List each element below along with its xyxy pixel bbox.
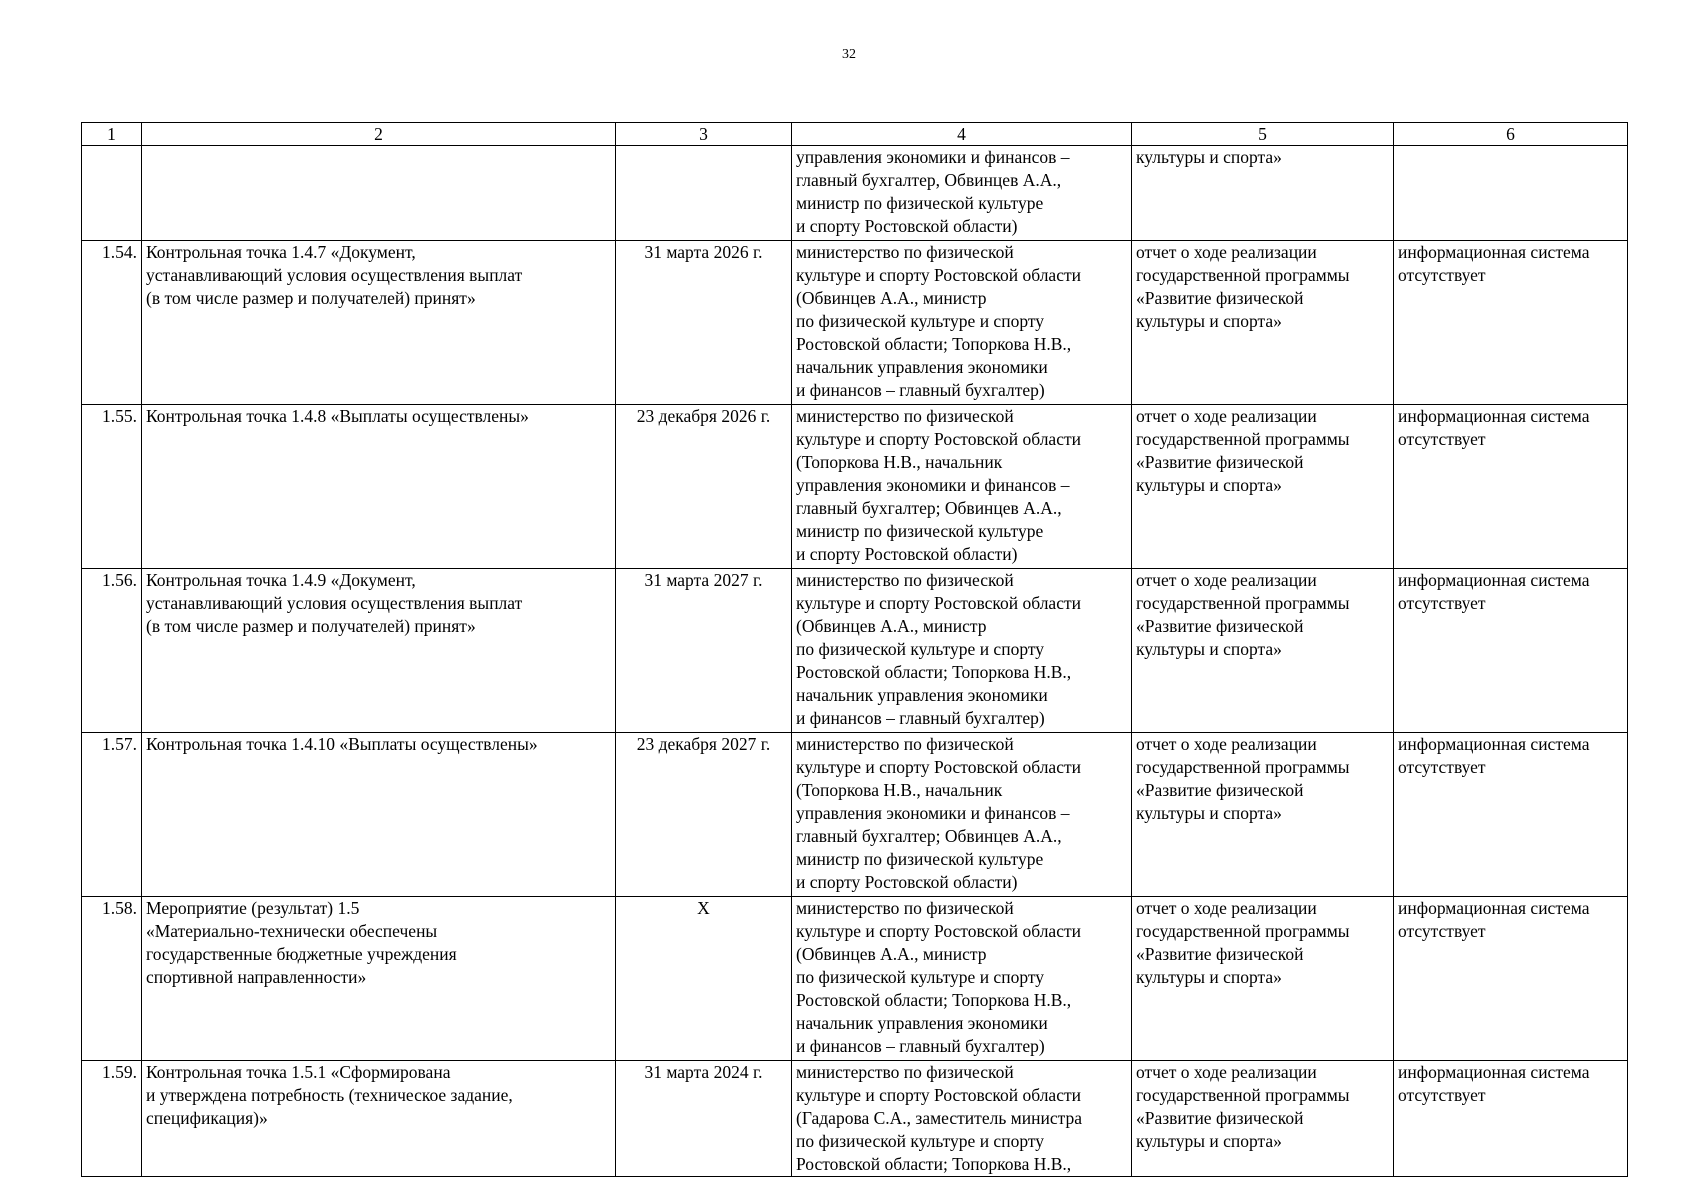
row-name: Мероприятие (результат) 1.5 «Материально-технически обеспечены государственные бюджетные учреждения спортивной направленности» [142, 897, 616, 1061]
row-document: отчет о ходе реализации государственной программы «Развитие физической культуры и спорта» [1132, 733, 1394, 897]
row-info-system: информационная система отсутствует [1394, 569, 1628, 733]
row-number: 1.58. [82, 897, 142, 1061]
column-header: 2 [142, 123, 616, 146]
row-number: 1.59. [82, 1061, 142, 1177]
row-info-system: информационная система отсутствует [1394, 733, 1628, 897]
row-info-system: информационная система отсутствует [1394, 897, 1628, 1061]
row-info-system [1394, 146, 1628, 241]
row-document: культуры и спорта» [1132, 146, 1394, 241]
row-responsible: министерство по физической культуре и спорту Ростовской области (Топоркова Н.В., начальник управления экономики и финансов – главный бухгалтер; Обвинцев А.А., министр по физической культуре и спорту Ростовской области) [792, 405, 1132, 569]
column-header: 1 [82, 123, 142, 146]
column-header: 3 [616, 123, 792, 146]
table-row [82, 146, 1628, 241]
table-row [82, 1061, 1628, 1177]
row-responsible: министерство по физической культуре и спорту Ростовской области (Обвинцев А.А., министр по физической культуре и спорту Ростовской области; Топоркова Н.В., начальник управления экономики и финансов – главный бухгалтер) [792, 241, 1132, 405]
table-row [82, 405, 1628, 569]
row-document: отчет о ходе реализации государственной программы «Развитие физической культуры и спорта» [1132, 897, 1394, 1061]
row-number: 1.55. [82, 405, 142, 569]
row-responsible: министерство по физической культуре и спорту Ростовской области (Топоркова Н.В., начальник управления экономики и финансов – главный бухгалтер; Обвинцев А.А., министр по физической культуре и спорту Ростовской области) [792, 733, 1132, 897]
row-number: 1.57. [82, 733, 142, 897]
row-responsible: министерство по физической культуре и спорту Ростовской области (Обвинцев А.А., министр по физической культуре и спорту Ростовской области; Топоркова Н.В., начальник управления экономики и финансов – главный бухгалтер) [792, 897, 1132, 1061]
row-date: 31 марта 2024 г. [616, 1061, 792, 1177]
table-row [82, 241, 1628, 405]
row-responsible: министерство по физической культуре и спорту Ростовской области (Гадарова С.А., заместитель министра по физической культуре и спорту Ростовской области; Топоркова Н.В., [792, 1061, 1132, 1177]
row-document: отчет о ходе реализации государственной программы «Развитие физической культуры и спорта» [1132, 1061, 1394, 1177]
row-name: Контрольная точка 1.4.10 «Выплаты осуществлены» [142, 733, 616, 897]
row-document: отчет о ходе реализации государственной программы «Развитие физической культуры и спорта» [1132, 405, 1394, 569]
table-row [82, 569, 1628, 733]
row-name: Контрольная точка 1.4.9 «Документ, устанавливающий условия осуществления выплат (в том числе размер и получателей) принят» [142, 569, 616, 733]
row-number [82, 146, 142, 241]
row-date: Х [616, 897, 792, 1061]
plan-table [81, 122, 1628, 1177]
row-document: отчет о ходе реализации государственной программы «Развитие физической культуры и спорта» [1132, 241, 1394, 405]
row-date: 23 декабря 2026 г. [616, 405, 792, 569]
column-header: 6 [1394, 123, 1628, 146]
row-name [142, 146, 616, 241]
row-date: 23 декабря 2027 г. [616, 733, 792, 897]
row-responsible: управления экономики и финансов – главный бухгалтер, Обвинцев А.А., министр по физической культуре и спорту Ростовской области) [792, 146, 1132, 241]
table-row [82, 733, 1628, 897]
row-name: Контрольная точка 1.5.1 «Сформирована и утверждена потребность (техническое задание, спецификация)» [142, 1061, 616, 1177]
column-header: 4 [792, 123, 1132, 146]
row-number: 1.54. [82, 241, 142, 405]
table-row [82, 897, 1628, 1061]
row-date [616, 146, 792, 241]
column-header: 5 [1132, 123, 1394, 146]
row-date: 31 марта 2027 г. [616, 569, 792, 733]
row-document: отчет о ходе реализации государственной программы «Развитие физической культуры и спорта» [1132, 569, 1394, 733]
row-info-system: информационная система отсутствует [1394, 1061, 1628, 1177]
row-name: Контрольная точка 1.4.8 «Выплаты осуществлены» [142, 405, 616, 569]
row-date: 31 марта 2026 г. [616, 241, 792, 405]
row-info-system: информационная система отсутствует [1394, 405, 1628, 569]
page-number: 32 [842, 47, 856, 62]
row-number: 1.56. [82, 569, 142, 733]
row-name: Контрольная точка 1.4.7 «Документ, устанавливающий условия осуществления выплат (в том числе размер и получателей) принят» [142, 241, 616, 405]
table-header-row [82, 123, 1628, 146]
row-info-system: информационная система отсутствует [1394, 241, 1628, 405]
row-responsible: министерство по физической культуре и спорту Ростовской области (Обвинцев А.А., министр по физической культуре и спорту Ростовской области; Топоркова Н.В., начальник управления экономики и финансов – главный бухгалтер) [792, 569, 1132, 733]
